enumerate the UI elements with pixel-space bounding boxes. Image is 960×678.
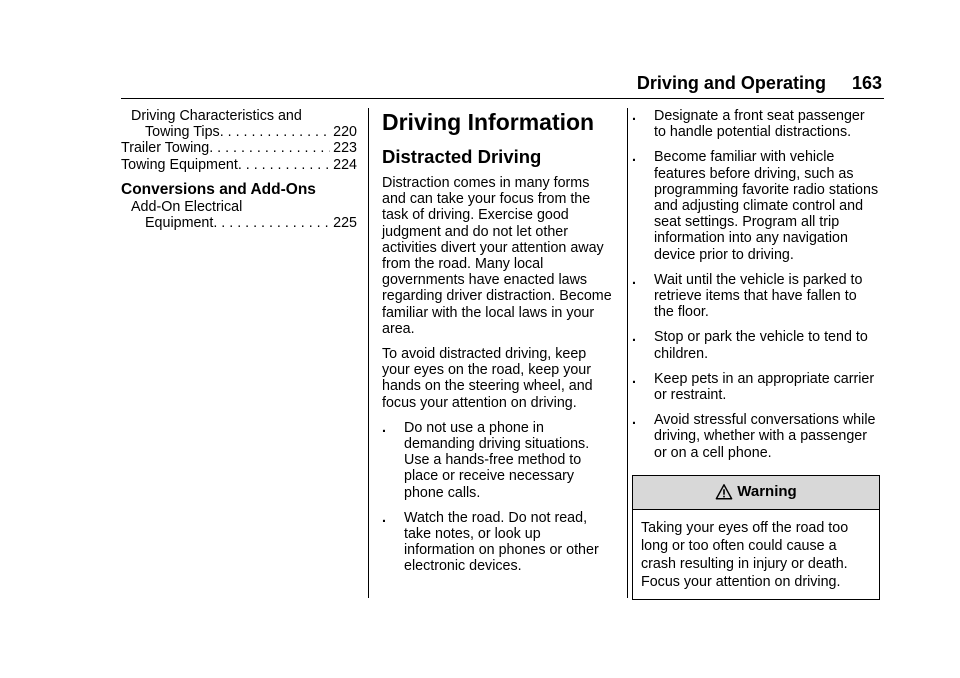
bullet-text: Become familiar with vehicle features before driving, such as programming favorite radio stations and adjusting climate control and seat settings. Program all trip information into any navigation device prior to driving. <box>654 149 879 263</box>
bullet-item <box>632 329 880 361</box>
page-header <box>620 71 882 95</box>
bullet-symbol: . <box>632 412 636 429</box>
toc-leader-dots <box>209 140 330 156</box>
toc-leader-dots <box>220 124 330 140</box>
article-column-2 <box>632 108 880 600</box>
bullet-item <box>382 420 612 501</box>
warning-header <box>633 476 879 510</box>
paragraph: Distraction comes in many forms and can take your focus from the task of driving. Exercise good judgment and do not let other activities divert your attention away from the road. Many local governments have enacted laws regarding driver distraction. Become familiar with the local laws in your area. <box>382 175 612 337</box>
toc-leader-dots <box>238 157 330 173</box>
warning-box <box>632 475 880 600</box>
warning-title: Warning <box>737 483 797 501</box>
toc-section-heading[interactable]: Conversions and Add-Ons <box>121 180 316 198</box>
article-title: Driving Information <box>382 109 595 135</box>
column-divider-1 <box>368 108 369 598</box>
toc-entry[interactable] <box>121 108 357 140</box>
bullet-symbol: . <box>382 419 386 436</box>
page-number: 163 <box>851 72 882 93</box>
bullet-text: Keep pets in an appropriate carrier or restraint. <box>654 370 875 404</box>
header-section-title: Driving and Operating <box>636 72 826 93</box>
bullet-item <box>632 149 880 262</box>
toc-entry-label: Towing Tips <box>145 124 220 141</box>
paragraph: To avoid distracted driving, keep your eyes on the road, keep your hands on the steering wheel, and focus your attention on driving. <box>382 346 593 411</box>
article-subtitle: Distracted Driving <box>382 146 542 167</box>
bullet-item <box>632 272 880 321</box>
warning-text: Taking your eyes off the road too long or too often could cause a crash resulting in injury or death. Focus your attention on driving. <box>641 519 849 590</box>
bullet-text: Do not use a phone in demanding driving situations. Use a hands-free method to place or receive necessary phone calls. <box>404 419 590 501</box>
bullet-text: Avoid stressful conversations while driving, whether with a passenger or on a cell phone. <box>654 412 876 461</box>
bullet-text: Stop or park the vehicle to tend to children. <box>654 329 868 362</box>
bullet-text: Wait until the vehicle is parked to retrieve items that have fallen to the floor. <box>654 271 863 321</box>
bullet-symbol: . <box>382 509 386 526</box>
toc-entry-page: 220 <box>333 124 357 141</box>
bullet-symbol: . <box>632 108 636 124</box>
toc-leader-dots <box>213 215 330 231</box>
article-column-1 <box>382 108 612 584</box>
toc-column <box>121 108 357 231</box>
bullet-item <box>632 108 880 140</box>
header-rule <box>121 98 884 99</box>
toc-entry-page: 225 <box>333 215 357 232</box>
toc-entry[interactable] <box>121 199 357 231</box>
toc-entry-label: Trailer Towing <box>121 140 210 157</box>
bullet-item <box>382 510 612 575</box>
bullet-symbol: . <box>632 370 636 387</box>
bullet-text: Watch the road. Do not read, take notes, or look up information on phones or other electronic devices. <box>404 509 599 575</box>
column-divider-2 <box>627 108 628 598</box>
bullet-symbol: . <box>632 271 636 288</box>
bullet-text: Designate a front seat passenger to handle potential distractions. <box>654 108 865 141</box>
bullet-item <box>632 371 880 403</box>
warning-triangle-icon <box>715 483 733 501</box>
toc-entry-page: 223 <box>333 140 357 157</box>
toc-entry-line1: Add-On Electrical <box>131 199 243 216</box>
bullet-symbol: . <box>632 329 636 346</box>
toc-entry-line1: Driving Characteristics and <box>131 108 302 124</box>
toc-entry[interactable] <box>121 157 357 173</box>
toc-entry[interactable] <box>121 140 357 156</box>
bullet-symbol: . <box>632 149 636 166</box>
toc-entry-page: 224 <box>333 156 357 173</box>
bullet-item <box>632 412 880 461</box>
toc-entry-label: Towing Equipment <box>121 156 238 173</box>
toc-entry-label: Equipment <box>145 215 214 232</box>
